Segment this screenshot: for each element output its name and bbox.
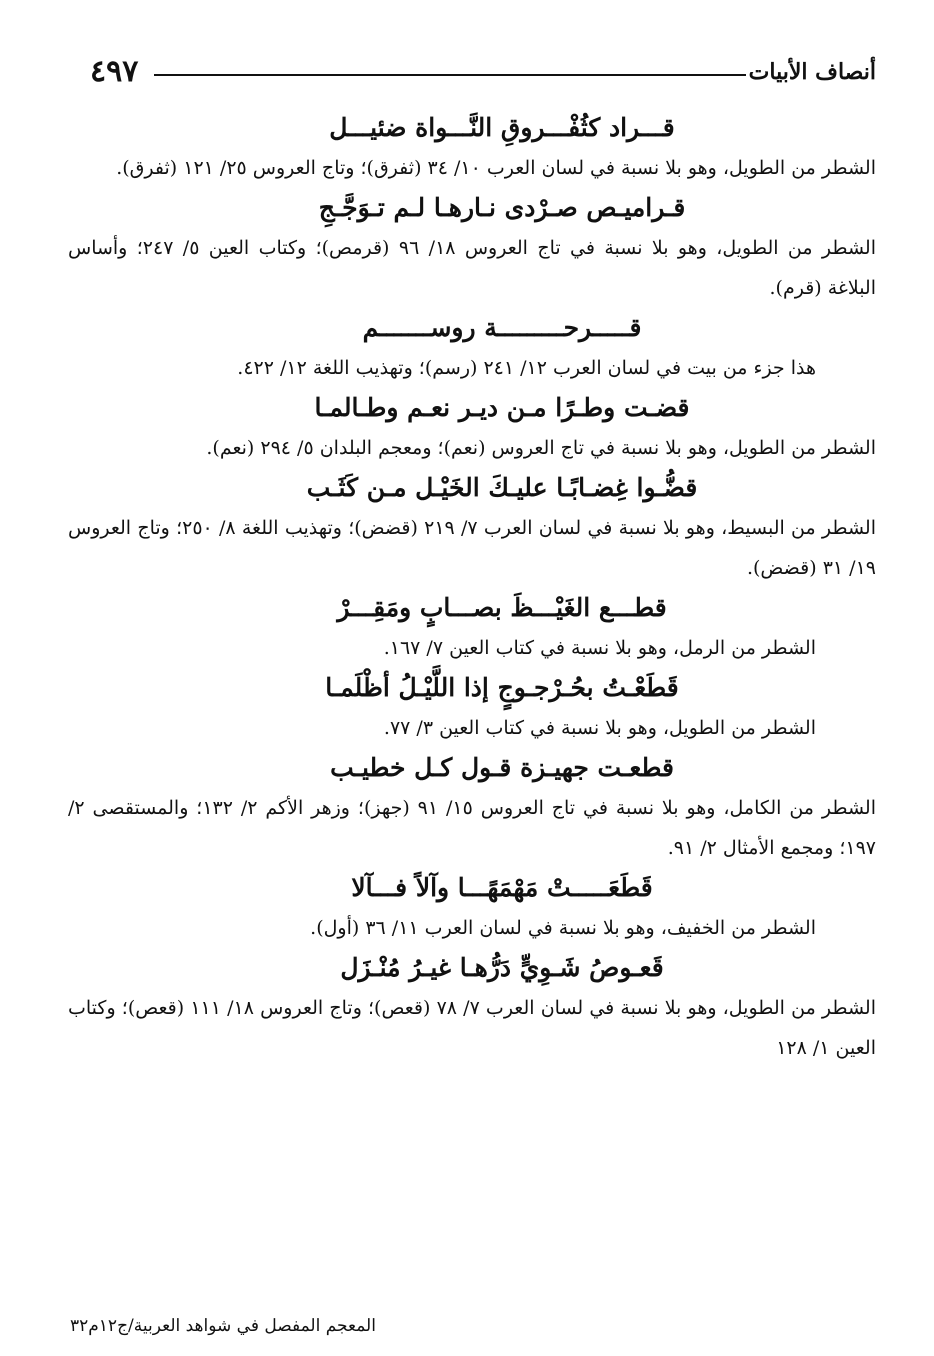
verse-line: قضُّـوا غِضـابًـا عليـكَ الخَيْـل مـن كَثَـب [306,473,698,502]
verse-entry [68,868,876,948]
verse-line: قضـت وطـرًا مـن ديـر نعـم وطـالمـا [314,393,690,422]
page-header [90,52,876,92]
verse-entry [68,468,876,588]
verse-entry [68,188,876,308]
verse-line: قَطَعْـتُ بحُـرْجـوجٍ إذا اللَّيْـلُ أظْلَمـا [325,673,679,702]
verse-note: الشطر من الطويل، وهو بلا نسبة في تاج العروس ١٨/ ٩٦ (قرمص)؛ وكتاب العين ٥/ ٢٤٧؛ وأساس البلاغة (قرم). [68,237,876,299]
verse-note: هذا جزء من بيت في لسان العرب ١٢/ ٢٤١ (رسم)؛ وتهذيب اللغة ١٢/ ٤٢٢. [237,357,816,379]
page-number: ٤٩٧ [90,54,139,89]
verse-entry [68,668,876,748]
verse-entry [68,108,876,188]
verse-note: الشطر من الطويل، وهو بلا نسبة في كتاب العين ٣/ ٧٧. [383,717,816,739]
verse-entry [68,388,876,468]
verse-note: الشطر من البسيط، وهو بلا نسبة في لسان العرب ٧/ ٢١٩ (قضض)؛ وتهذيب اللغة ٨/ ٢٥٠؛ وتاج العروس ١٩/ ٣١ (قضض). [68,517,876,579]
verse-line: قـراميـص صـرْدى نـارهـا لـم تـوَجَّـجِ [318,193,686,222]
verse-note: الشطر من الرمل، وهو بلا نسبة في كتاب العين ٧/ ١٦٧. [383,637,816,659]
verse-line: قـــراد كثُفْـــروقِ النَّـــواة ضئيـــل [329,113,675,142]
verse-line: قطعـت جهيـزة قـول كـل خطيـب [330,753,674,782]
verse-line: قَطَعَـــــتْ مَهْمَهًـــا وآلاً فـــآلا [351,873,653,902]
verse-entry [68,308,876,388]
verse-entry [68,748,876,868]
verse-line: قَعـوصُ شَـوِيٍّ دَرُّهـا غيـرُ مُنْـزَل [340,953,664,982]
page-footer: المعجم المفصل في شواهد العربية/ج١٢م٣٢ [70,1316,376,1336]
verse-line: قـــــرحـــــــــة روســـــــم [362,313,642,342]
verse-note: الشطر من الخفيف، وهو بلا نسبة في لسان العرب ١١/ ٣٦ (أول). [310,917,816,939]
verse-line: قطـــع الغَيْـــظَ بصـــابٍ ومَقِـــرْ [337,593,667,622]
running-title: أنصاف الأبيات [748,59,876,85]
verse-entries [68,108,876,1068]
header-rule [154,74,746,76]
verse-note: الشطر من الطويل، وهو بلا نسبة في تاج العروس (نعم)؛ ومعجم البلدان ٥/ ٢٩٤ (نعم). [206,437,876,459]
verse-entry [68,588,876,668]
verse-note: الشطر من الطويل، وهو بلا نسبة في لسان العرب ٧/ ٧٨ (قعص)؛ وتاج العروس ١٨/ ١١١ (قعص)؛ وكتاب العين ١/ ١٢٨ [68,997,876,1059]
verse-note: الشطر من الطويل، وهو بلا نسبة في لسان العرب ١٠/ ٣٤ (ثفرق)؛ وتاج العروس ٢٥/ ١٢١ (ثفرق). [116,157,876,179]
verse-note: الشطر من الكامل، وهو بلا نسبة في تاج العروس ١٥/ ٩١ (جهز)؛ وزهر الأكم ٢/ ١٣٢؛ والمستقصى ٢/ ١٩٧؛ ومجمع الأمثال ٢/ ٩١. [68,797,876,859]
verse-entry [68,948,876,1068]
